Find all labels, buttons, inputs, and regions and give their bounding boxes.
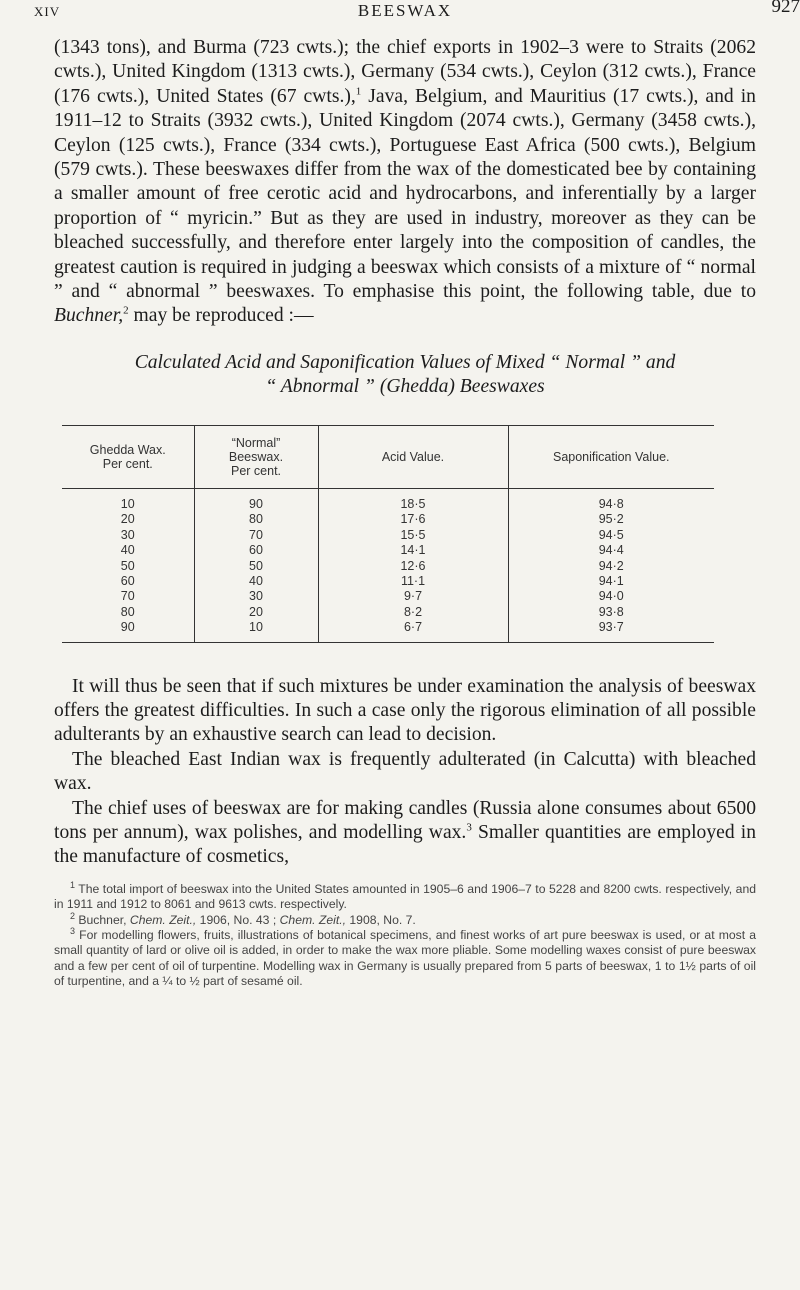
table-cell: 94·8 <box>508 488 714 512</box>
section-numeral: XIV <box>34 4 61 19</box>
footnote-text: The total import of beeswax into the United States amounted in 1905–6 and 1906–7 to 5228 and 8200 cwts. respectively, and in 1911 and 1912 to 8061 and 9613 cwts. respectively. <box>54 881 756 912</box>
table-row <box>62 589 714 604</box>
footnote-text: 1906, No. 43 ; <box>196 912 280 927</box>
table-title-line: Calculated Acid and Saponification Values of Mixed “ Normal ” and <box>134 351 676 373</box>
footnote-3 <box>54 925 756 990</box>
paragraph-text: (1343 tons), and Burma (723 cwts.); the chief exports in 1902–3 were to Straits (2062 cwts.), United Kingdom (1313 cwts.), Germany (534 cwts.), Ceylon (312 cwts.), France (176 cwts.), United States (67 cwts.), <box>54 37 756 107</box>
table-cell: 50 <box>120 558 135 573</box>
running-title: BEESWAX <box>357 1 453 20</box>
page <box>34 0 800 990</box>
table-cell: 10 <box>120 496 135 511</box>
table-cell: 17·6 <box>318 512 508 527</box>
table-cell: 20 <box>120 512 135 527</box>
paragraph-uses <box>54 797 756 870</box>
table-row <box>62 528 714 543</box>
table-cell: 95·2 <box>508 512 714 527</box>
table-row <box>62 605 714 620</box>
journal-name: Chem. Zeit., <box>279 912 346 927</box>
footnote-ref-1[interactable]: 1 <box>355 85 362 98</box>
table-cell: 30 <box>120 527 135 542</box>
table-cell: 94·5 <box>508 528 714 543</box>
table-cell: 94·1 <box>508 574 714 589</box>
table-row <box>62 574 714 589</box>
footnote-text: 1908, No. 7. <box>346 912 416 927</box>
footnote-mark: 2 <box>70 910 76 921</box>
footnote-ref-3[interactable]: 3 <box>466 821 472 834</box>
table-header-row <box>62 425 714 488</box>
table-cell: 80 <box>120 604 135 619</box>
footnote-1 <box>54 879 756 913</box>
table-cell: 10 <box>194 620 318 642</box>
header-ghedda-wax <box>62 425 194 488</box>
header-normal-beeswax <box>194 425 318 488</box>
paragraph-text: Smaller quantities are employed in the manufacture of cosmetics, <box>54 821 757 868</box>
table-row <box>62 543 714 558</box>
table-cell: 14·1 <box>318 543 508 558</box>
table-cell: 93·7 <box>508 620 714 642</box>
table-title-line: “ Abnormal ” (Ghedda) Beeswaxes <box>265 375 545 397</box>
table-cell: 93·8 <box>508 605 714 620</box>
values-table <box>62 425 714 643</box>
footnote-mark: 3 <box>70 925 76 936</box>
paragraph-analysis: It will thus be seen that if such mixtures be under examination the analysis of beeswax offers the greatest difficulties. In such a case only the rigorous elimination of all possible adulterants by an exhaustive search can lead to decision. <box>54 675 756 746</box>
table-cell: 8·2 <box>318 605 508 620</box>
header-saponification-value: Saponification Value. <box>508 425 714 488</box>
table-cell: 12·6 <box>318 559 508 574</box>
paragraph-text: The chief uses of beeswax are for making candles (Russia alone consumes about 6500 tons per annum), wax polishes, and modelling wax. <box>54 797 756 843</box>
header-line: Per cent. <box>102 456 153 471</box>
table-cell: 40 <box>120 543 135 558</box>
footnote-text: For modelling flowers, fruits, illustrations of botanical specimens, and finest works of art pure beeswax is used, or at most a small quantity of lard or olive oil is added, in order to make the wax more pliable. Some modelling waxes consist of pure beeswax and a few per cent of oil of turpentine. Modelling wax in Germany is usually prepared from 5 parts of beeswax, 1 to 1½ parts of oil of turpentine, and a ¼ to ½ part of sesamé oil. <box>54 928 756 989</box>
table-cell: 70 <box>120 589 135 604</box>
footnote-mark: 1 <box>70 879 76 890</box>
table-title <box>54 351 756 399</box>
running-head <box>34 0 800 36</box>
footnote-text: Buchner, <box>75 912 130 927</box>
table-cell: 20 <box>194 605 318 620</box>
table-cell: 60 <box>194 543 318 558</box>
header-line: Per cent. <box>230 463 282 478</box>
footnote-ref-2[interactable]: 2 <box>123 304 129 317</box>
table-cell: 70 <box>194 528 318 543</box>
author-name: Buchner, <box>54 305 124 327</box>
table-cell: 40 <box>194 574 318 589</box>
table-cell: 30 <box>194 589 318 604</box>
table-cell: 11·1 <box>318 574 508 589</box>
table-row <box>62 559 714 574</box>
table-cell: 94·0 <box>508 589 714 604</box>
table-row <box>62 488 714 512</box>
body-text-after-table <box>54 675 756 870</box>
table-cell: 80 <box>194 512 318 527</box>
header-line: Beeswax. <box>228 449 284 464</box>
table-cell: 94·4 <box>508 543 714 558</box>
table-cell: 60 <box>120 573 135 588</box>
paragraph-text: Java, Belgium, and Mauritius (17 cwts.), and in 1911–12 to Straits (3932 cwts.), United Kingdom (2074 cwts.), Germany (3458 cwts.), Ceylon (125 cwts.), France (334 cwts.), Portuguese East Africa (500 cwts.), Belgium (579 cwts.). These beeswaxes differ from the wax of the domesticated bee by containing a smaller amount of free cerotic acid and hydrocarbons, and inferentially by a larger proportion of “ myricin.” But as they are used in industry, moreover as they can be bleached successfully, and therefore enter largely into the composition of candles, the greatest caution is required in judging a beeswax which consists of a mixture of “ normal ” and “ abnormal ” beeswaxes. To emphasise this point, the following table, due to <box>54 85 756 303</box>
table-row <box>62 512 714 527</box>
header-line: “Normal” <box>231 435 281 450</box>
table-cell: 90 <box>62 620 194 642</box>
header-line: Ghedda Wax. <box>89 442 166 457</box>
paragraph-text: may be reproduced :— <box>128 305 314 327</box>
paragraph-bleached-wax: The bleached East Indian wax is frequently adulterated (in Calcutta) with bleached wax. <box>54 748 756 795</box>
table-cell: 15·5 <box>318 528 508 543</box>
table-row <box>62 620 714 642</box>
table-cell: 50 <box>194 559 318 574</box>
table-cell: 90 <box>194 488 318 512</box>
journal-name: Chem. Zeit., <box>129 912 197 927</box>
footnote-2 <box>54 910 756 928</box>
table-cell: 18·5 <box>318 488 508 512</box>
table-cell: 94·2 <box>508 559 714 574</box>
page-number: 927 <box>771 0 800 17</box>
table-cell: 6·7 <box>318 620 508 642</box>
footnotes <box>54 879 756 990</box>
header-acid-value: Acid Value. <box>318 425 508 488</box>
table-cell: 9·7 <box>318 589 508 604</box>
paragraph-exports <box>54 36 756 329</box>
